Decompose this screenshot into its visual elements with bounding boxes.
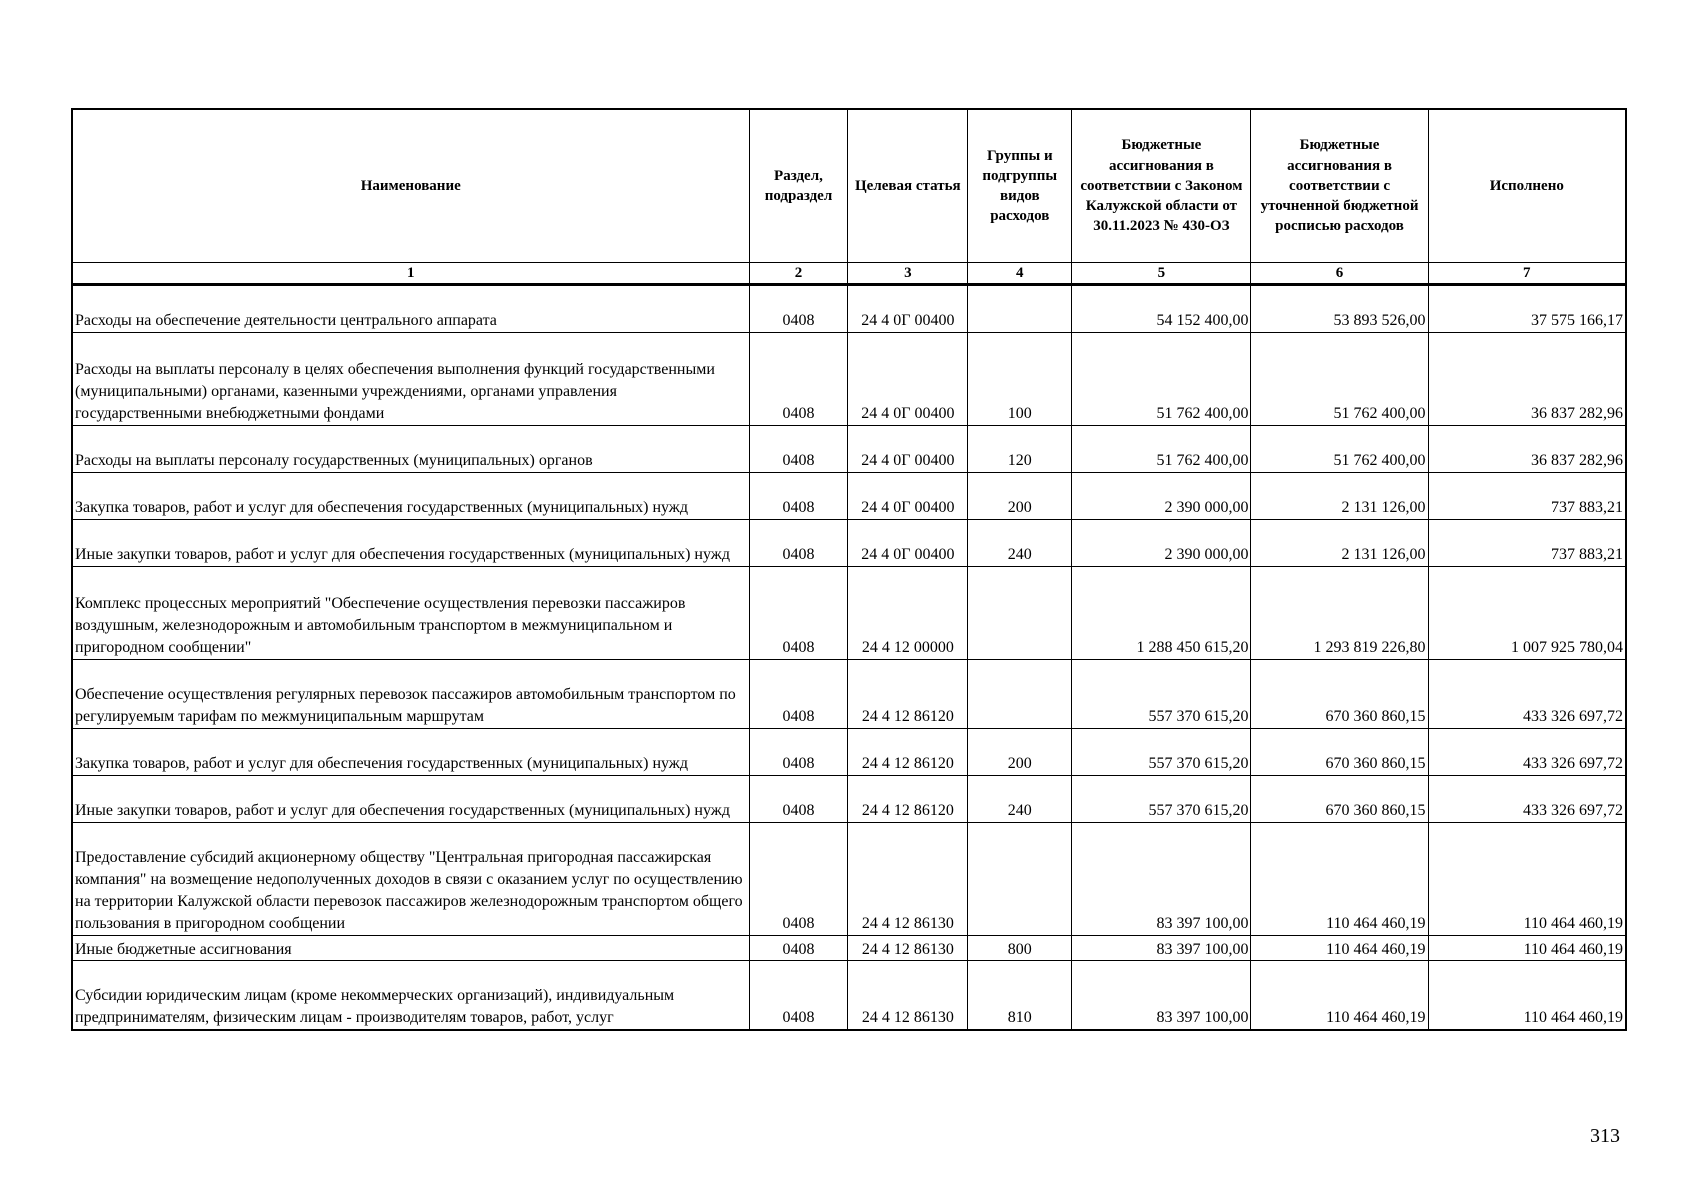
cell-plan: 110 464 460,19 xyxy=(1251,936,1428,961)
cell-law: 557 370 615,20 xyxy=(1072,660,1251,729)
cell-done: 433 326 697,72 xyxy=(1428,729,1626,776)
table-row xyxy=(72,776,1626,823)
cell-section: 0408 xyxy=(749,776,848,823)
cell-name: Субсидии юридическим лицам (кроме некоммерческих организаций), индивидуальным предпринимателям, физическим лицам - производителям товаров, работ, услуг xyxy=(72,961,749,1031)
cell-done: 433 326 697,72 xyxy=(1428,660,1626,729)
budget-table xyxy=(71,108,1627,1031)
cell-name: Иные бюджетные ассигнования xyxy=(72,936,749,961)
cell-done: 433 326 697,72 xyxy=(1428,776,1626,823)
cell-law: 83 397 100,00 xyxy=(1072,823,1251,936)
cell-plan: 110 464 460,19 xyxy=(1251,961,1428,1031)
cell-section: 0408 xyxy=(749,936,848,961)
table-row xyxy=(72,936,1626,961)
header-name: Наименование xyxy=(72,109,749,263)
header-law-appropriations: Бюджетные ассигнования в соответствии с Законом Калужской области от 30.11.2023 № 430-ОЗ xyxy=(1072,109,1251,263)
cell-name: Расходы на выплаты персоналу в целях обеспечения выполнения функций государственными (муниципальными) органами, казенными учреждениями, органами управления государственными внебюджетными фондами xyxy=(72,333,749,426)
cell-done: 110 464 460,19 xyxy=(1428,961,1626,1031)
cell-done: 37 575 166,17 xyxy=(1428,285,1626,333)
cell-law: 51 762 400,00 xyxy=(1072,333,1251,426)
cell-plan: 51 762 400,00 xyxy=(1251,426,1428,473)
cell-section: 0408 xyxy=(749,473,848,520)
column-number: 5 xyxy=(1072,263,1251,285)
column-number: 2 xyxy=(749,263,848,285)
column-number: 6 xyxy=(1251,263,1428,285)
cell-plan: 51 762 400,00 xyxy=(1251,333,1428,426)
cell-article: 24 4 0Г 00400 xyxy=(848,426,968,473)
cell-group: 200 xyxy=(968,729,1072,776)
table-row xyxy=(72,823,1626,936)
column-number: 1 xyxy=(72,263,749,285)
cell-done: 110 464 460,19 xyxy=(1428,936,1626,961)
table-row xyxy=(72,660,1626,729)
cell-article: 24 4 0Г 00400 xyxy=(848,333,968,426)
cell-done: 36 837 282,96 xyxy=(1428,333,1626,426)
cell-done: 737 883,21 xyxy=(1428,473,1626,520)
cell-done: 737 883,21 xyxy=(1428,520,1626,567)
cell-section: 0408 xyxy=(749,660,848,729)
cell-section: 0408 xyxy=(749,729,848,776)
cell-name: Закупка товаров, работ и услуг для обеспечения государственных (муниципальных) нужд xyxy=(72,473,749,520)
table-row xyxy=(72,520,1626,567)
header-plan-appropriations: Бюджетные ассигнования в соответствии с уточненной бюджетной росписью расходов xyxy=(1251,109,1428,263)
cell-group: 240 xyxy=(968,776,1072,823)
cell-group xyxy=(968,567,1072,660)
budget-table-container xyxy=(71,108,1627,1031)
cell-law: 1 288 450 615,20 xyxy=(1072,567,1251,660)
cell-name: Иные закупки товаров, работ и услуг для обеспечения государственных (муниципальных) нужд xyxy=(72,776,749,823)
cell-plan: 53 893 526,00 xyxy=(1251,285,1428,333)
cell-article: 24 4 12 86130 xyxy=(848,961,968,1031)
cell-name: Обеспечение осуществления регулярных перевозок пассажиров автомобильным транспортом по регулируемым тарифам по межмуниципальным маршрутам xyxy=(72,660,749,729)
cell-article: 24 4 12 86130 xyxy=(848,823,968,936)
table-row xyxy=(72,426,1626,473)
page-number: 313 xyxy=(1590,1125,1620,1147)
cell-group: 810 xyxy=(968,961,1072,1031)
cell-group xyxy=(968,823,1072,936)
cell-plan: 2 131 126,00 xyxy=(1251,473,1428,520)
cell-group: 240 xyxy=(968,520,1072,567)
cell-article: 24 4 12 86120 xyxy=(848,729,968,776)
cell-group xyxy=(968,285,1072,333)
cell-section: 0408 xyxy=(749,285,848,333)
cell-section: 0408 xyxy=(749,520,848,567)
cell-article: 24 4 0Г 00400 xyxy=(848,520,968,567)
header-executed: Исполнено xyxy=(1428,109,1626,263)
cell-done: 110 464 460,19 xyxy=(1428,823,1626,936)
cell-section: 0408 xyxy=(749,567,848,660)
cell-law: 83 397 100,00 xyxy=(1072,961,1251,1031)
cell-name: Расходы на выплаты персоналу государственных (муниципальных) органов xyxy=(72,426,749,473)
cell-done: 36 837 282,96 xyxy=(1428,426,1626,473)
cell-group xyxy=(968,660,1072,729)
cell-section: 0408 xyxy=(749,426,848,473)
table-row xyxy=(72,285,1626,333)
cell-group: 120 xyxy=(968,426,1072,473)
column-number-row xyxy=(72,263,1626,285)
header-group: Группы и подгруппы видов расходов xyxy=(968,109,1072,263)
cell-plan: 670 360 860,15 xyxy=(1251,729,1428,776)
cell-article: 24 4 12 86120 xyxy=(848,660,968,729)
cell-name: Предоставление субсидий акционерному обществу "Центральная пригородная пассажирская компания" на возмещение недополученных доходов в связи с оказанием услуг по осуществлению на территории Калужской области перевозок пассажиров железнодорожным транспортом общего пользования в пригородном сообщении xyxy=(72,823,749,936)
cell-done: 1 007 925 780,04 xyxy=(1428,567,1626,660)
cell-group: 800 xyxy=(968,936,1072,961)
cell-name: Комплекс процессных мероприятий "Обеспечение осуществления перевозки пассажиров воздушным, железнодорожным и автомобильным транспортом в межмуниципальном и пригородном сообщении" xyxy=(72,567,749,660)
table-row xyxy=(72,473,1626,520)
cell-plan: 670 360 860,15 xyxy=(1251,660,1428,729)
cell-article: 24 4 0Г 00400 xyxy=(848,473,968,520)
cell-plan: 110 464 460,19 xyxy=(1251,823,1428,936)
table-row xyxy=(72,729,1626,776)
column-number: 3 xyxy=(848,263,968,285)
cell-law: 54 152 400,00 xyxy=(1072,285,1251,333)
cell-name: Закупка товаров, работ и услуг для обеспечения государственных (муниципальных) нужд xyxy=(72,729,749,776)
cell-article: 24 4 12 00000 xyxy=(848,567,968,660)
cell-law: 83 397 100,00 xyxy=(1072,936,1251,961)
table-row xyxy=(72,567,1626,660)
cell-law: 2 390 000,00 xyxy=(1072,520,1251,567)
header-section: Раздел, подраздел xyxy=(749,109,848,263)
table-row xyxy=(72,333,1626,426)
cell-law: 2 390 000,00 xyxy=(1072,473,1251,520)
cell-law: 51 762 400,00 xyxy=(1072,426,1251,473)
cell-group: 200 xyxy=(968,473,1072,520)
cell-section: 0408 xyxy=(749,823,848,936)
cell-law: 557 370 615,20 xyxy=(1072,729,1251,776)
cell-name: Иные закупки товаров, работ и услуг для обеспечения государственных (муниципальных) нужд xyxy=(72,520,749,567)
table-row xyxy=(72,961,1626,1031)
cell-name: Расходы на обеспечение деятельности центрального аппарата xyxy=(72,285,749,333)
cell-group: 100 xyxy=(968,333,1072,426)
table-header-row xyxy=(72,109,1626,263)
cell-section: 0408 xyxy=(749,333,848,426)
column-number: 4 xyxy=(968,263,1072,285)
cell-plan: 1 293 819 226,80 xyxy=(1251,567,1428,660)
cell-plan: 2 131 126,00 xyxy=(1251,520,1428,567)
cell-article: 24 4 12 86120 xyxy=(848,776,968,823)
cell-law: 557 370 615,20 xyxy=(1072,776,1251,823)
column-number: 7 xyxy=(1428,263,1626,285)
header-article: Целевая статья xyxy=(848,109,968,263)
cell-article: 24 4 12 86130 xyxy=(848,936,968,961)
cell-section: 0408 xyxy=(749,961,848,1031)
cell-plan: 670 360 860,15 xyxy=(1251,776,1428,823)
cell-article: 24 4 0Г 00400 xyxy=(848,285,968,333)
